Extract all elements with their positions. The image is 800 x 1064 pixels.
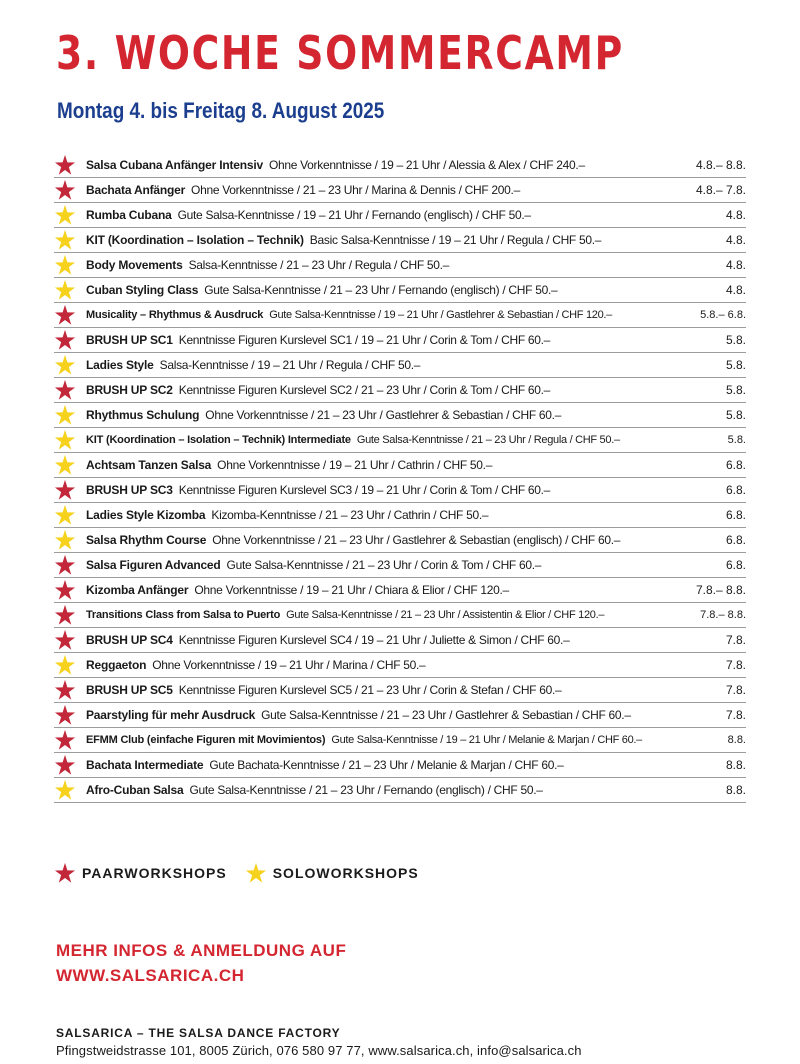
course-details: Ohne Vorkenntnisse / 19 – 21 Uhr / Chiara & Elior / CHF 120.– (194, 583, 509, 597)
course-date: 7.8.– 8.8. (696, 603, 746, 628)
course-name: Rumba Cubana (86, 208, 172, 222)
course-date: 6.8. (722, 528, 746, 553)
course-name: Ladies Style (86, 358, 154, 372)
company-address: Pfingstweidstrasse 101, 8005 Zürich, 076 580 97 77, www.salsarica.ch, info@salsarica.ch (56, 1043, 582, 1058)
course-date: 7.8. (722, 703, 746, 728)
course-details: Salsa-Kenntnisse / 21 – 23 Uhr / Regula / CHF 50.– (188, 258, 450, 272)
course-row (54, 428, 746, 453)
course-date: 6.8. (722, 478, 746, 503)
red-star-icon (54, 329, 76, 351)
course-date: 5.8. (722, 378, 746, 403)
course-row (54, 378, 746, 403)
red-star-icon (54, 479, 76, 501)
course-date: 4.8. (722, 278, 746, 303)
course-date: 4.8. (722, 203, 746, 228)
course-name: Salsa Cubana Anfänger Intensiv (86, 158, 263, 172)
info-text: MEHR INFOS & ANMELDUNG AUF (56, 941, 347, 960)
yellow-star-icon (54, 204, 76, 226)
course-row (54, 528, 746, 553)
course-date: 8.8. (724, 728, 746, 753)
course-name: Cuban Styling Class (86, 283, 199, 297)
course-details: Kenntnisse Figuren Kurslevel SC1 / 19 – 21 Uhr / Corin & Tom / CHF 60.– (178, 333, 551, 347)
course-details: Salsa-Kenntnisse / 19 – 21 Uhr / Regula / CHF 50.– (159, 358, 421, 372)
red-star-icon (54, 629, 76, 651)
course-date: 6.8. (722, 503, 746, 528)
course-details: Ohne Vorkenntnisse / 19 – 21 Uhr / Alessia & Alex / CHF 240.– (268, 158, 585, 172)
yellow-star-icon (54, 354, 76, 376)
red-star-icon (54, 604, 76, 626)
course-row (54, 278, 746, 303)
red-star-icon (54, 729, 76, 751)
course-details: Gute Salsa-Kenntnisse / 21 – 23 Uhr / Regula / CHF 50.– (356, 434, 620, 446)
course-row (54, 203, 746, 228)
course-date: 6.8. (722, 553, 746, 578)
course-name: Kizomba Anfänger (86, 583, 189, 597)
course-date: 5.8. (724, 428, 746, 453)
course-row (54, 653, 746, 678)
course-details: Ohne Vorkenntnisse / 19 – 21 Uhr / Marina / CHF 50.– (152, 658, 426, 672)
course-row (54, 478, 746, 503)
red-star-icon (54, 862, 76, 884)
course-details: Ohne Vorkenntnisse / 21 – 23 Uhr / Marina & Dennis / CHF 200.– (191, 183, 520, 197)
course-date: 8.8. (722, 778, 746, 803)
course-name: Ladies Style Kizomba (86, 508, 206, 522)
legend-solo (245, 862, 419, 884)
course-date: 4.8. (722, 228, 746, 253)
red-star-icon (54, 579, 76, 601)
course-date: 7.8. (722, 653, 746, 678)
page-subtitle: Montag 4. bis Freitag 8. August 2025 (57, 98, 385, 123)
yellow-star-icon (54, 429, 76, 451)
course-name: Bachata Anfänger (86, 183, 186, 197)
course-row (54, 578, 746, 603)
course-row (54, 228, 746, 253)
course-details: Gute Salsa-Kenntnisse / 21 – 23 Uhr / Assistentin & Elior / CHF 120.– (286, 609, 605, 621)
course-details: Gute Salsa-Kenntnisse / 19 – 21 Uhr / Fernando (englisch) / CHF 50.– (177, 208, 531, 222)
course-details: Kizomba-Kenntnisse / 21 – 23 Uhr / Cathrin / CHF 50.– (211, 508, 489, 522)
course-date: 7.8. (722, 678, 746, 703)
course-list (54, 153, 746, 803)
course-name: Salsa Figuren Advanced (86, 558, 221, 572)
course-name: BRUSH UP SC1 (86, 333, 173, 347)
yellow-star-icon (54, 454, 76, 476)
course-date: 4.8. (722, 253, 746, 278)
yellow-star-icon (54, 254, 76, 276)
legend-solo-label: SOLOWORKSHOPS (272, 865, 419, 881)
course-name: Transitions Class from Salsa to Puerto (86, 609, 281, 621)
course-name: Achtsam Tanzen Salsa (86, 458, 212, 472)
course-details: Ohne Vorkenntnisse / 21 – 23 Uhr / Gastlehrer & Sebastian / CHF 60.– (205, 408, 562, 422)
red-star-icon (54, 679, 76, 701)
website-link[interactable]: WWW.SALSARICA.CH (56, 966, 245, 985)
course-name: KIT (Koordination – Isolation – Technik) Intermediate (86, 434, 351, 446)
course-details: Basic Salsa-Kenntnisse / 19 – 21 Uhr / Regula / CHF 50.– (309, 233, 602, 247)
course-date: 8.8. (722, 753, 746, 778)
course-name: Musicality – Rhythmus & Ausdruck (86, 309, 264, 321)
red-star-icon (54, 179, 76, 201)
course-name: Afro-Cuban Salsa (86, 783, 184, 797)
yellow-star-icon (54, 404, 76, 426)
company-name: SALSARICA – THE SALSA DANCE FACTORY (56, 1026, 341, 1040)
red-star-icon (54, 379, 76, 401)
course-row (54, 728, 746, 753)
course-details: Gute Salsa-Kenntnisse / 21 – 23 Uhr / Corin & Tom / CHF 60.– (226, 558, 542, 572)
course-name: Body Movements (86, 258, 183, 272)
course-row (54, 403, 746, 428)
course-row (54, 303, 746, 328)
course-row (54, 603, 746, 628)
course-row (54, 178, 746, 203)
course-date: 5.8. (722, 403, 746, 428)
course-name: Paarstyling für mehr Ausdruck (86, 708, 256, 722)
course-name: Reggaeton (86, 658, 147, 672)
course-date: 6.8. (722, 453, 746, 478)
course-date: 5.8.– 6.8. (696, 303, 746, 328)
red-star-icon (54, 704, 76, 726)
course-row (54, 678, 746, 703)
course-details: Gute Salsa-Kenntnisse / 19 – 21 Uhr / Gastlehrer & Sebastian / CHF 120.– (269, 309, 613, 321)
course-name: KIT (Koordination – Isolation – Technik) (86, 233, 304, 247)
yellow-star-icon (54, 504, 76, 526)
course-details: Gute Salsa-Kenntnisse / 21 – 23 Uhr / Fernando (englisch) / CHF 50.– (204, 283, 558, 297)
yellow-star-icon (245, 862, 267, 884)
yellow-star-icon (54, 529, 76, 551)
info-block (56, 938, 346, 988)
course-row (54, 778, 746, 803)
red-star-icon (54, 304, 76, 326)
course-name: Rhythmus Schulung (86, 408, 200, 422)
page-title: 3. WOCHE SOMMERCAMP (56, 26, 624, 80)
course-details: Gute Salsa-Kenntnisse / 21 – 23 Uhr / Fernando (englisch) / CHF 50.– (189, 783, 543, 797)
course-row (54, 628, 746, 653)
course-date: 7.8. (722, 628, 746, 653)
course-details: Gute Bachata-Kenntnisse / 21 – 23 Uhr / Melanie & Marjan / CHF 60.– (209, 758, 564, 772)
course-name: BRUSH UP SC2 (86, 383, 173, 397)
course-date: 5.8. (722, 328, 746, 353)
course-row (54, 503, 746, 528)
course-date: 5.8. (722, 353, 746, 378)
course-name: Bachata Intermediate (86, 758, 204, 772)
course-row (54, 703, 746, 728)
course-row (54, 153, 746, 178)
course-details: Ohne Vorkenntnisse / 21 – 23 Uhr / Gastlehrer & Sebastian (englisch) / CHF 60.– (212, 533, 621, 547)
course-date: 7.8.– 8.8. (692, 578, 746, 603)
course-row (54, 453, 746, 478)
course-row (54, 753, 746, 778)
course-details: Kenntnisse Figuren Kurslevel SC4 / 19 – 21 Uhr / Juliette & Simon / CHF 60.– (178, 633, 570, 647)
yellow-star-icon (54, 779, 76, 801)
legend-pair (54, 862, 227, 884)
red-star-icon (54, 154, 76, 176)
course-details: Kenntnisse Figuren Kurslevel SC2 / 21 – 23 Uhr / Corin & Tom / CHF 60.– (178, 383, 551, 397)
red-star-icon (54, 554, 76, 576)
yellow-star-icon (54, 229, 76, 251)
yellow-star-icon (54, 654, 76, 676)
legend-pair-label: PAARWORKSHOPS (82, 865, 227, 881)
course-row (54, 328, 746, 353)
legend (54, 862, 437, 884)
course-date: 4.8.– 8.8. (692, 153, 746, 178)
course-details: Gute Salsa-Kenntnisse / 21 – 23 Uhr / Gastlehrer & Sebastian / CHF 60.– (261, 708, 631, 722)
course-details: Ohne Vorkenntnisse / 19 – 21 Uhr / Cathrin / CHF 50.– (217, 458, 493, 472)
course-details: Gute Salsa-Kenntnisse / 19 – 21 Uhr / Melanie & Marjan / CHF 60.– (331, 734, 642, 746)
course-name: BRUSH UP SC3 (86, 483, 173, 497)
yellow-star-icon (54, 279, 76, 301)
course-details: Kenntnisse Figuren Kurslevel SC5 / 21 – 23 Uhr / Corin & Stefan / CHF 60.– (178, 683, 562, 697)
course-details: Kenntnisse Figuren Kurslevel SC3 / 19 – 21 Uhr / Corin & Tom / CHF 60.– (178, 483, 551, 497)
course-row (54, 253, 746, 278)
red-star-icon (54, 754, 76, 776)
course-name: Salsa Rhythm Course (86, 533, 207, 547)
course-name: BRUSH UP SC5 (86, 683, 173, 697)
course-date: 4.8.– 7.8. (692, 178, 746, 203)
course-name: EFMM Club (einfache Figuren mit Movimientos) (86, 734, 326, 746)
course-name: BRUSH UP SC4 (86, 633, 173, 647)
course-row (54, 553, 746, 578)
course-row (54, 353, 746, 378)
